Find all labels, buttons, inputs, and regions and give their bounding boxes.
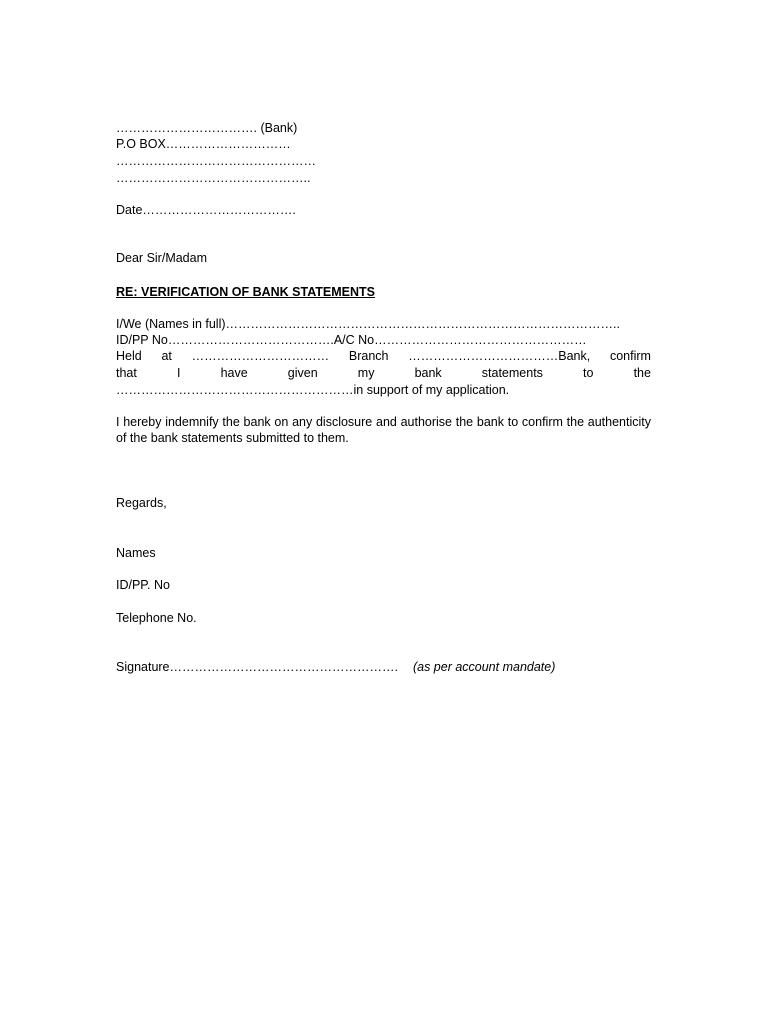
subject-heading: RE: VERIFICATION OF BANK STATEMENTS xyxy=(116,285,376,299)
word: Held xyxy=(116,349,142,363)
telephone-field-label: Telephone No. xyxy=(116,611,197,625)
word: given xyxy=(287,366,318,380)
bank-address-line: ……………………………. (Bank) xyxy=(116,121,298,135)
signature-line xyxy=(116,659,651,675)
word: bank xyxy=(414,366,442,380)
id-account-line: ID/PP No………………………………….A/C No…………………………………………… xyxy=(116,333,587,347)
word: confirm xyxy=(609,349,651,363)
address-line-3: ………………………………………… xyxy=(116,154,316,168)
word: the xyxy=(633,366,651,380)
word: that xyxy=(116,366,137,380)
address-line-4: ……………………………………….. xyxy=(116,171,311,185)
salutation: Dear Sir/Madam xyxy=(116,251,207,265)
word: have xyxy=(220,366,248,380)
signature-note: (as per account mandate) xyxy=(412,660,556,674)
word: I xyxy=(176,366,181,380)
names-field-label: Names xyxy=(116,546,156,560)
word: …………………………… xyxy=(191,349,330,363)
word: to xyxy=(583,366,594,380)
po-box-line: P.O BOX………………………… xyxy=(116,137,291,151)
date-line: Date………………………………. xyxy=(116,203,296,217)
word: Branch xyxy=(348,349,389,363)
held-at-line xyxy=(116,348,651,364)
word: ………………………………Bank, xyxy=(408,349,591,363)
closing: Regards, xyxy=(116,496,167,510)
that-i-have-given-line xyxy=(116,365,651,381)
indemnify-paragraph: I hereby indemnify the bank on any disclosure and authorise the bank to confirm the authenticity of the bank statements submitted to them. xyxy=(116,415,651,445)
id-field-label: ID/PP. No xyxy=(116,578,170,592)
signature-label: Signature………………………………………………. xyxy=(116,660,398,674)
names-in-full-line: I/We (Names in full)………………………………………………………………………………….. xyxy=(116,317,620,331)
word: statements xyxy=(481,366,543,380)
word: my xyxy=(357,366,375,380)
word: at xyxy=(161,349,172,363)
support-line: …………………………………………………in support of my application. xyxy=(116,383,510,397)
